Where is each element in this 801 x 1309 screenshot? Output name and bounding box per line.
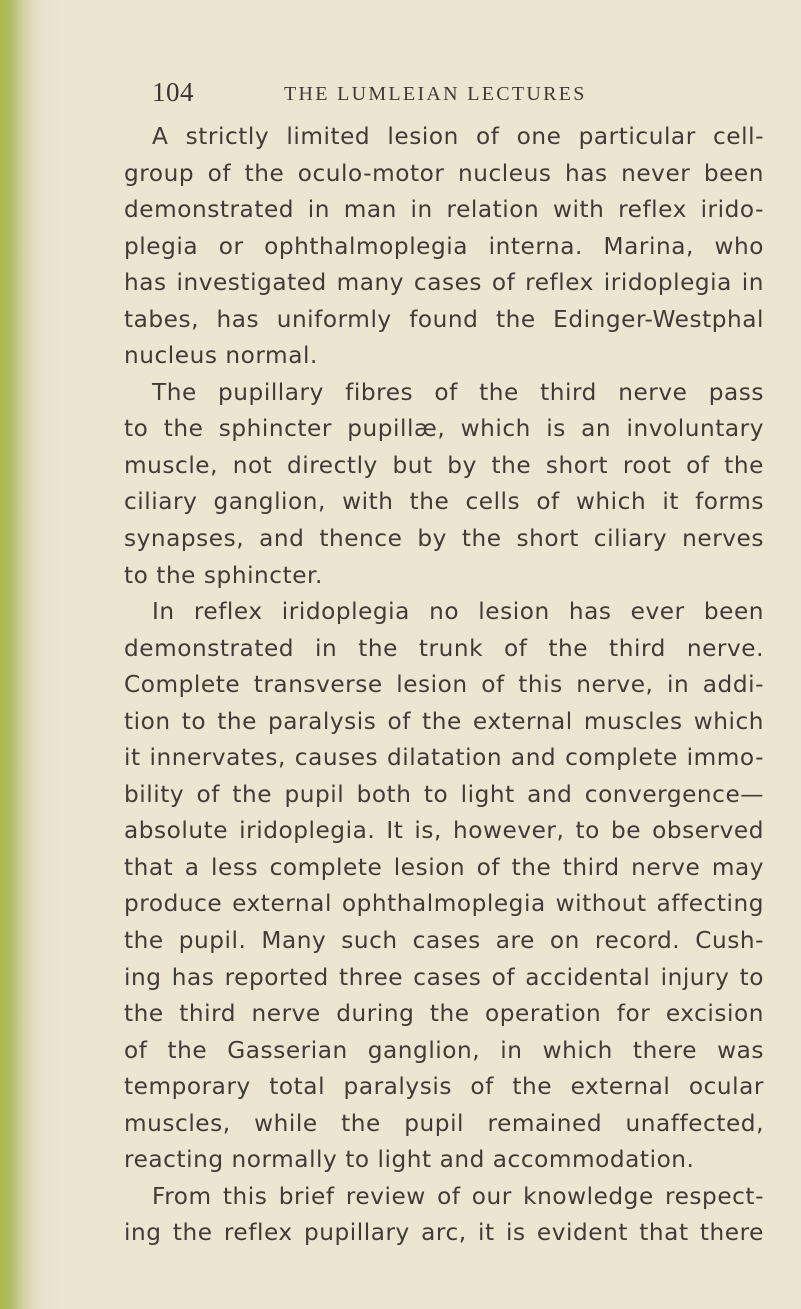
text-line: The pupillary fibres of the third nerve pass (152, 378, 764, 406)
text-line: ing has reported three cases of accidental injury to (124, 963, 764, 991)
running-title: THE LUMLEIAN LECTURES (284, 83, 587, 105)
text-line: In reflex iridoplegia no lesion has ever been (152, 598, 764, 626)
text-line: demonstrated in the trunk of the third nerve. (124, 634, 764, 662)
text-line: of the Gasserian ganglion, in which there was (124, 1036, 764, 1064)
text-line: muscle, not directly but by the short root of the (124, 451, 764, 479)
body-text (124, 119, 764, 1252)
text-line: the pupil. Many such cases are on record. Cush- (124, 927, 764, 955)
text-line: ciliary ganglion, with the cells of which it forms (124, 488, 764, 516)
text-line: to the sphincter pupillæ, which is an involuntary (124, 415, 764, 443)
text-line: A strictly limited lesion of one particular cell- (152, 123, 764, 150)
text-line: Complete transverse lesion of this nerve, in addi- (124, 671, 764, 699)
text-line: the third nerve during the operation for excision (124, 1000, 764, 1028)
text-line: absolute iridoplegia. It is, however, to be observed (124, 817, 764, 845)
text-line: produce external ophthalmoplegia without affecting (124, 890, 764, 918)
text-line: plegia or ophthalmoplegia interna. Marina, who (124, 232, 764, 260)
text-line: ing the reflex pupillary arc, it is evident that there (124, 1219, 764, 1247)
text-line: that a less complete lesion of the third nerve may (124, 853, 764, 881)
page-number: 104 (152, 77, 194, 107)
text-line: tabes, has uniformly found the Edinger-Westphal (124, 305, 764, 333)
running-header (0, 77, 801, 107)
text-line: temporary total paralysis of the external ocular (124, 1073, 764, 1101)
text-line: it innervates, causes dilatation and complete immo- (124, 744, 764, 772)
text-line: has investigated many cases of reflex iridoplegia in (124, 269, 764, 297)
page-gutter (0, 0, 40, 1309)
text-line: group of the oculo-motor nucleus has never been (124, 159, 764, 187)
text-line: bility of the pupil both to light and convergence— (124, 780, 764, 808)
text-line: reacting normally to light and accommodation. (124, 1146, 695, 1174)
text-line: to the sphincter. (124, 561, 323, 589)
text-line: nucleus normal. (124, 342, 318, 370)
text-line: synapses, and thence by the short ciliary nerves (124, 525, 764, 553)
text-line: From this brief review of our knowledge respect- (152, 1182, 764, 1210)
text-line: demonstrated in man in relation with reflex irido- (124, 196, 764, 224)
text-line: muscles, while the pupil remained unaffected, (124, 1109, 764, 1137)
text-line: tion to the paralysis of the external muscles which (124, 707, 764, 735)
